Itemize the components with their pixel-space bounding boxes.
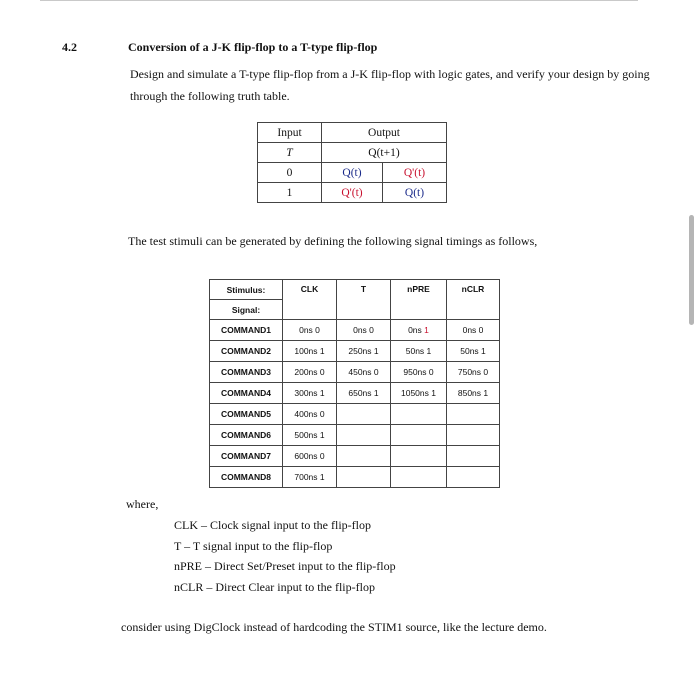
table-row <box>210 362 500 383</box>
table-row <box>210 467 500 488</box>
stimuli-corner-bottom: Signal: <box>210 300 283 320</box>
clk-cell: 600ns 0 <box>283 446 337 467</box>
column-header-nclr: nCLR <box>447 280 500 320</box>
npre-cell: 1050ns 1 <box>391 383 447 404</box>
npre-cell <box>391 446 447 467</box>
table-row <box>210 425 500 446</box>
npre-cell <box>391 467 447 488</box>
npre-time: 0ns <box>408 325 422 335</box>
t-cell <box>337 404 391 425</box>
truth-table-input-symbol: T <box>258 143 322 163</box>
truth-table-cell: Q'(t) <box>322 183 383 203</box>
signal-definitions <box>174 515 396 597</box>
clk-cell: 300ns 1 <box>283 383 337 404</box>
definition-item: CLK – Clock signal input to the flip-flop <box>174 518 371 532</box>
definition-item: T – T signal input to the flip-flop <box>174 538 333 553</box>
truth-table-t-value: 0 <box>258 163 322 183</box>
command-name: COMMAND5 <box>210 404 283 425</box>
npre-cell: 50ns 1 <box>391 341 447 362</box>
clk-cell: 400ns 0 <box>283 404 337 425</box>
scrollbar-thumb[interactable] <box>689 215 694 325</box>
table-row <box>210 404 500 425</box>
nclr-cell <box>447 467 500 488</box>
nclr-cell: 0ns 0 <box>447 320 500 341</box>
where-label: where, <box>126 497 159 511</box>
truth-table <box>257 122 447 203</box>
truth-table-cell: Q(t) <box>383 183 447 203</box>
closing-note: consider using DigClock instead of hardcoding the STIM1 source, like the lecture demo. <box>121 620 547 634</box>
command-name: COMMAND2 <box>210 341 283 362</box>
stimuli-table <box>209 279 500 488</box>
table-row <box>210 383 500 404</box>
t-cell: 650ns 1 <box>337 383 391 404</box>
command-name: COMMAND1 <box>210 320 283 341</box>
nclr-cell: 750ns 0 <box>447 362 500 383</box>
definition-item: nPRE – Direct Set/Preset input to the flip-flop <box>174 559 396 573</box>
column-header-clk: CLK <box>283 280 337 320</box>
truth-table-t-value: 1 <box>258 183 322 203</box>
npre-cell <box>391 320 447 341</box>
section-number: 4.2 <box>62 40 77 54</box>
nclr-cell: 50ns 1 <box>447 341 500 362</box>
table-row <box>210 446 500 467</box>
clk-cell: 700ns 1 <box>283 467 337 488</box>
t-cell <box>337 467 391 488</box>
t-cell <box>337 446 391 467</box>
nclr-cell <box>447 425 500 446</box>
t-cell: 450ns 0 <box>337 362 391 383</box>
table-row <box>210 320 500 341</box>
truth-table-output-symbol: Q(t+1) <box>322 143 447 163</box>
npre-cell <box>391 425 447 446</box>
truth-table-cell: Q(t) <box>322 163 383 183</box>
column-header-npre: nPRE <box>391 280 447 320</box>
stimuli-corner-top: Stimulus: <box>210 280 283 300</box>
npre-cell: 950ns 0 <box>391 362 447 383</box>
nclr-cell <box>447 404 500 425</box>
section-title: Conversion of a J-K flip-flop to a T-type flip-flop <box>128 40 378 54</box>
page-top-border <box>40 0 638 1</box>
t-cell: 250ns 1 <box>337 341 391 362</box>
clk-cell: 0ns 0 <box>283 320 337 341</box>
definition-item: nCLR – Direct Clear input to the flip-flop <box>174 579 375 594</box>
command-name: COMMAND8 <box>210 467 283 488</box>
command-name: COMMAND6 <box>210 425 283 446</box>
clk-cell: 200ns 0 <box>283 362 337 383</box>
command-name: COMMAND7 <box>210 446 283 467</box>
clk-cell: 100ns 1 <box>283 341 337 362</box>
npre-cell <box>391 404 447 425</box>
column-header-t: T <box>337 280 391 320</box>
truth-table-header-output: Output <box>322 123 447 143</box>
table-row <box>210 341 500 362</box>
section-intro: Design and simulate a T-type flip-flop from a J-K flip-flop with logic gates, and verify your design by going through the following truth table. <box>130 67 650 103</box>
npre-value: 1 <box>424 325 429 335</box>
truth-table-cell: Q'(t) <box>383 163 447 183</box>
command-name: COMMAND4 <box>210 383 283 404</box>
t-cell: 0ns 0 <box>337 320 391 341</box>
command-name: COMMAND3 <box>210 362 283 383</box>
truth-table-header-input: Input <box>258 123 322 143</box>
nclr-cell <box>447 446 500 467</box>
stimuli-intro: The test stimuli can be generated by defining the following signal timings as follows, <box>128 234 538 248</box>
t-cell <box>337 425 391 446</box>
clk-cell: 500ns 1 <box>283 425 337 446</box>
nclr-cell: 850ns 1 <box>447 383 500 404</box>
